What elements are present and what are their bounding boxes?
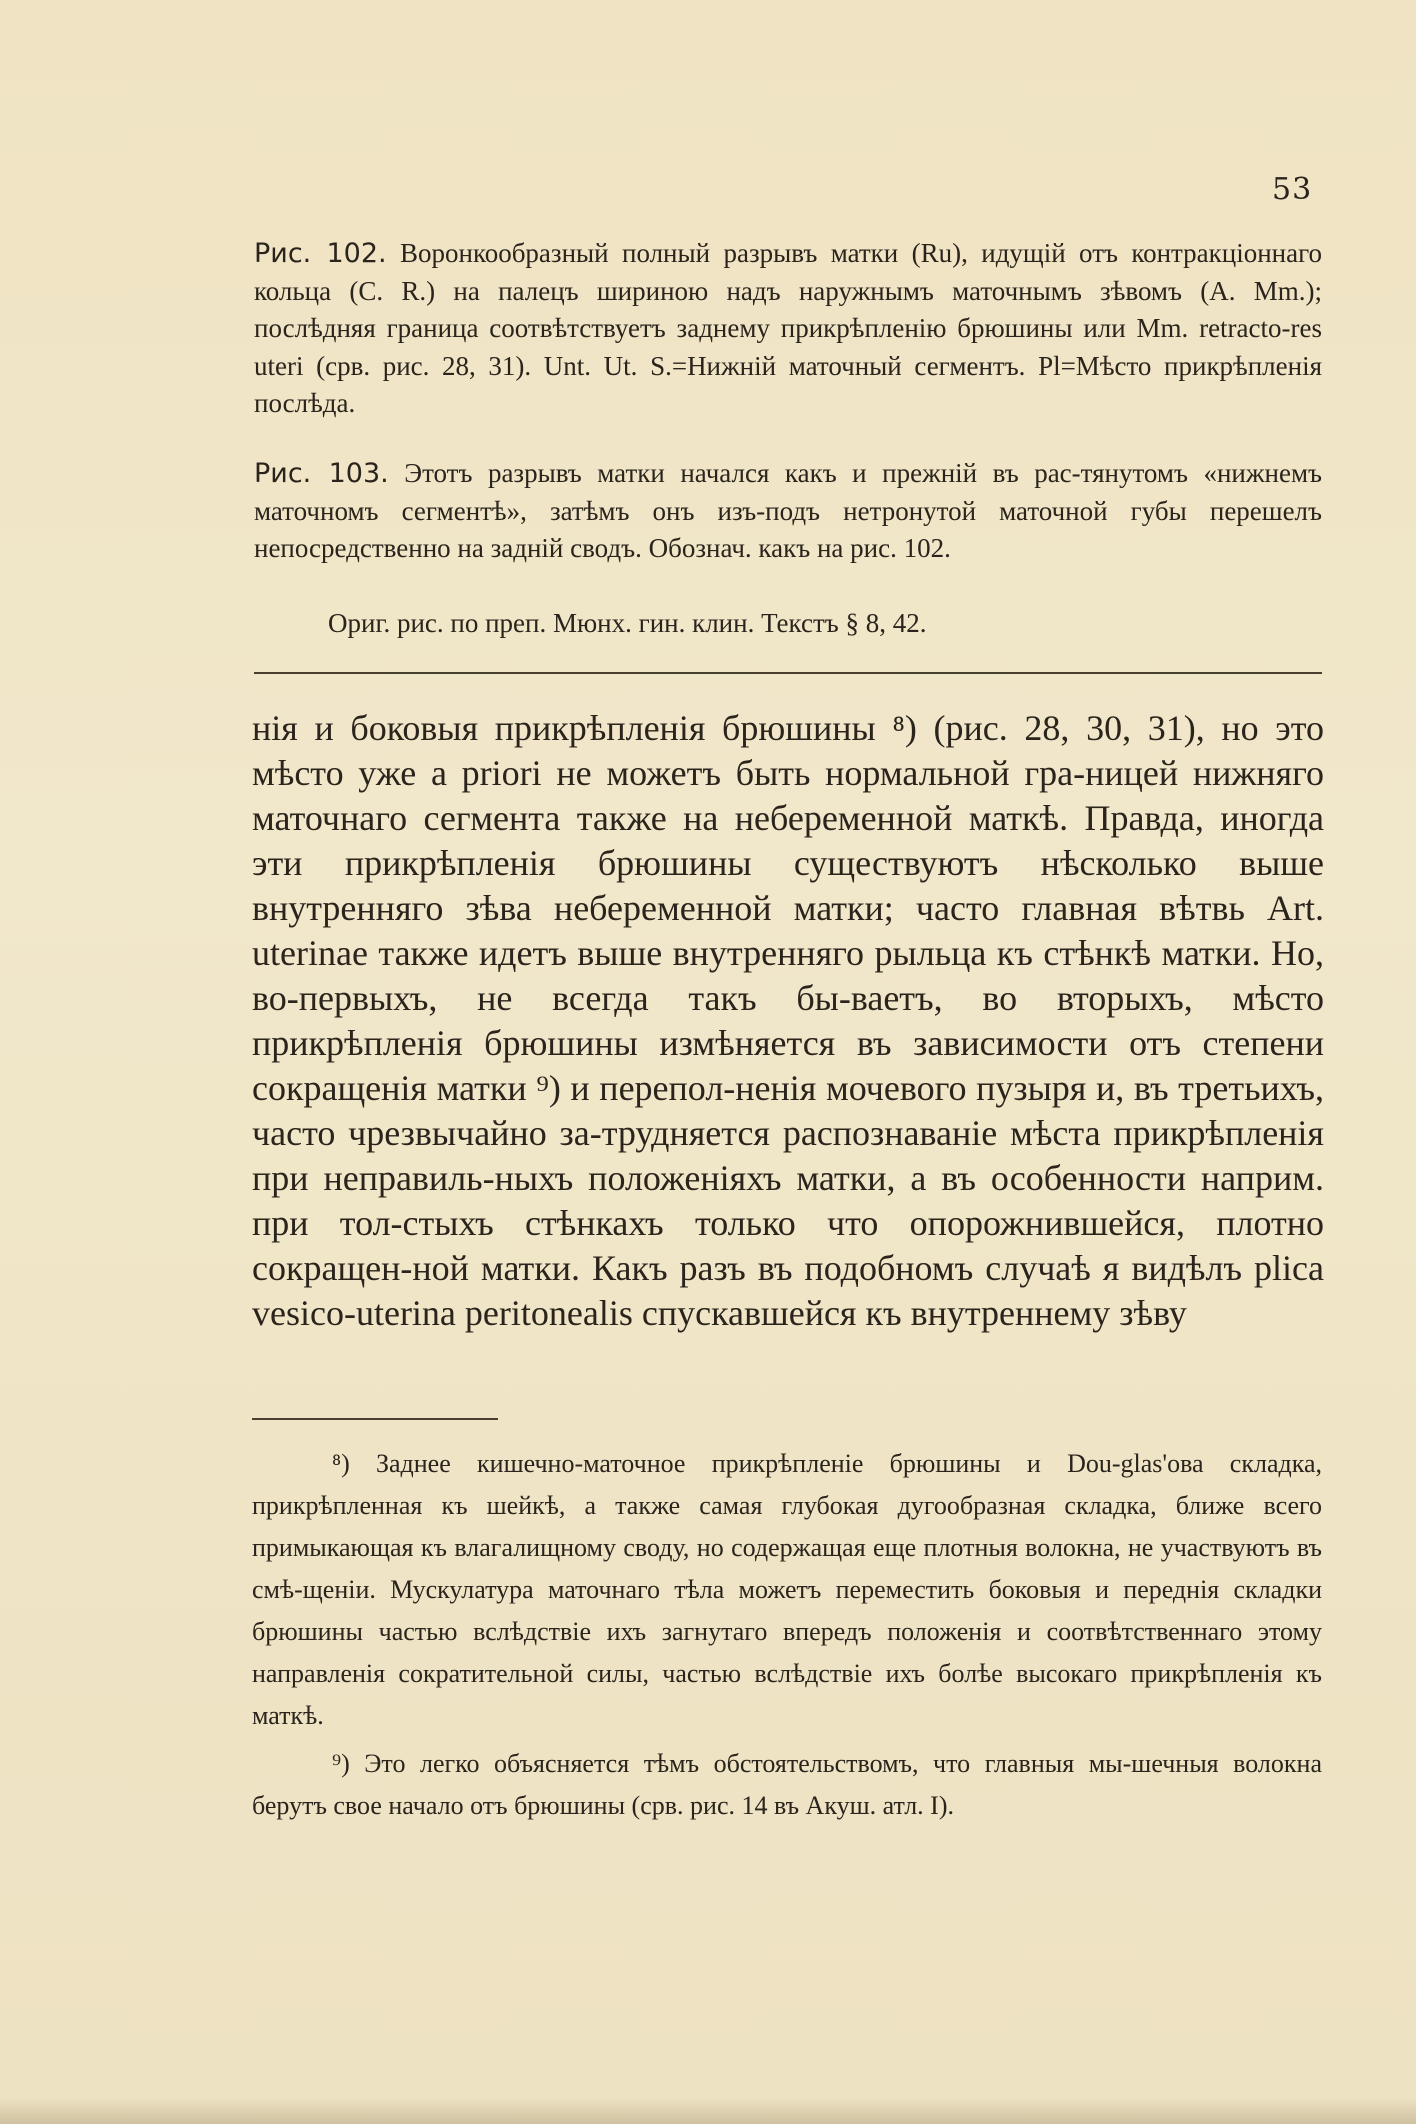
figure-caption-103 (254, 455, 1322, 568)
footnotes (252, 1443, 1322, 1833)
caption-label: Рис. 103. (254, 458, 389, 489)
footnote-8: ⁸) Заднее кишечно-маточное прикрѣпленіе брюшины и Dou-glas'ова складка, прикрѣпленная къ шейкѣ, а также самая глубокая дугообразная складка, ближе всего примыкающая къ влагалищному своду, но содержащая еще плотныя волокна, не участвуютъ въ смѣ-щеніи. Мускулатура маточнаго тѣла можетъ переместить боковыя и переднія складки брюшины частью вслѣдствіе ихъ загнутаго впередъ положенія и соотвѣтственнаго этому направленія сократительной силы, частью вслѣдствіе ихъ болѣе высокаго прикрѣпленія къ маткѣ. (252, 1449, 1322, 1730)
page-bottom-edge (0, 2098, 1416, 2124)
caption-text: Воронкообразный полный разрывъ матки (Ru), идущій отъ контракціоннаго кольца (С. R.) на палецъ шириною надъ наружнымъ маточнымъ зѣвомъ (А. Mm.); послѣдняя граница соотвѣтствуетъ заднему прикрѣпленію брюшины или Mm. retracto-res uteri (срв. рис. 28, 31). Unt. Ut. S.=Нижній маточный сегментъ. Pl=Мѣсто прикрѣпленія послѣда. (254, 238, 1322, 418)
page-number: 53 (1272, 172, 1313, 207)
caption-text: Этотъ разрывъ матки начался какъ и прежній въ рас-тянутомъ «нижнемъ маточномъ сегментѣ», затѣмъ онъ изъ-подъ нетронутой маточной губы перешелъ непосредственно на задній сводъ. Обознач. какъ на рис. 102. (254, 458, 1322, 563)
footnote-divider (252, 1418, 498, 1420)
figure-source-note: Ориг. рис. по преп. Мюнх. гин. клин. Текстъ § 8, 42. (328, 608, 927, 638)
figure-caption-102 (254, 235, 1322, 423)
footnote-9: ⁹) Это легко объясняется тѣмъ обстоятельствомъ, что главныя мы-шечныя волокна берутъ свое начало отъ брюшины (срв. рис. 14 въ Акуш. атл. I). (252, 1749, 1322, 1820)
caption-label: Рис. 102. (254, 238, 387, 269)
caption-divider (254, 672, 1322, 674)
body-paragraph: нія и боковыя прикрѣпленія брюшины ⁸) (рис. 28, 30, 31), но это мѣсто уже а priori не можетъ быть нормальной гра-ницей нижняго маточнаго сегмента также на небеременной маткѣ. Правда, иногда эти прикрѣпленія брюшины существуютъ нѣсколько выше внутренняго зѣва небеременной матки; часто главная вѣтвь Art. uterinae также идетъ выше внутренняго рыльца къ стѣнкѣ матки. Но, во-первыхъ, не всегда такъ бы-ваетъ, во вторыхъ, мѣсто прикрѣпленія брюшины измѣняется въ зависимости отъ степени сокращенія матки ⁹) и перепол-ненія мочевого пузыря и, въ третьихъ, часто чрезвычайно за-трудняется распознаваніе мѣста прикрѣпленія при неправиль-ныхъ положеніяхъ матки, а въ особенности наприм. при тол-стыхъ стѣнкахъ только что опорожнившейся, плотно сокращен-ной матки. Какъ разъ въ подобномъ случаѣ я видѣлъ plica vesico-uterina peritonealis спускавшейся къ внутреннему зѣву (252, 708, 1324, 1333)
